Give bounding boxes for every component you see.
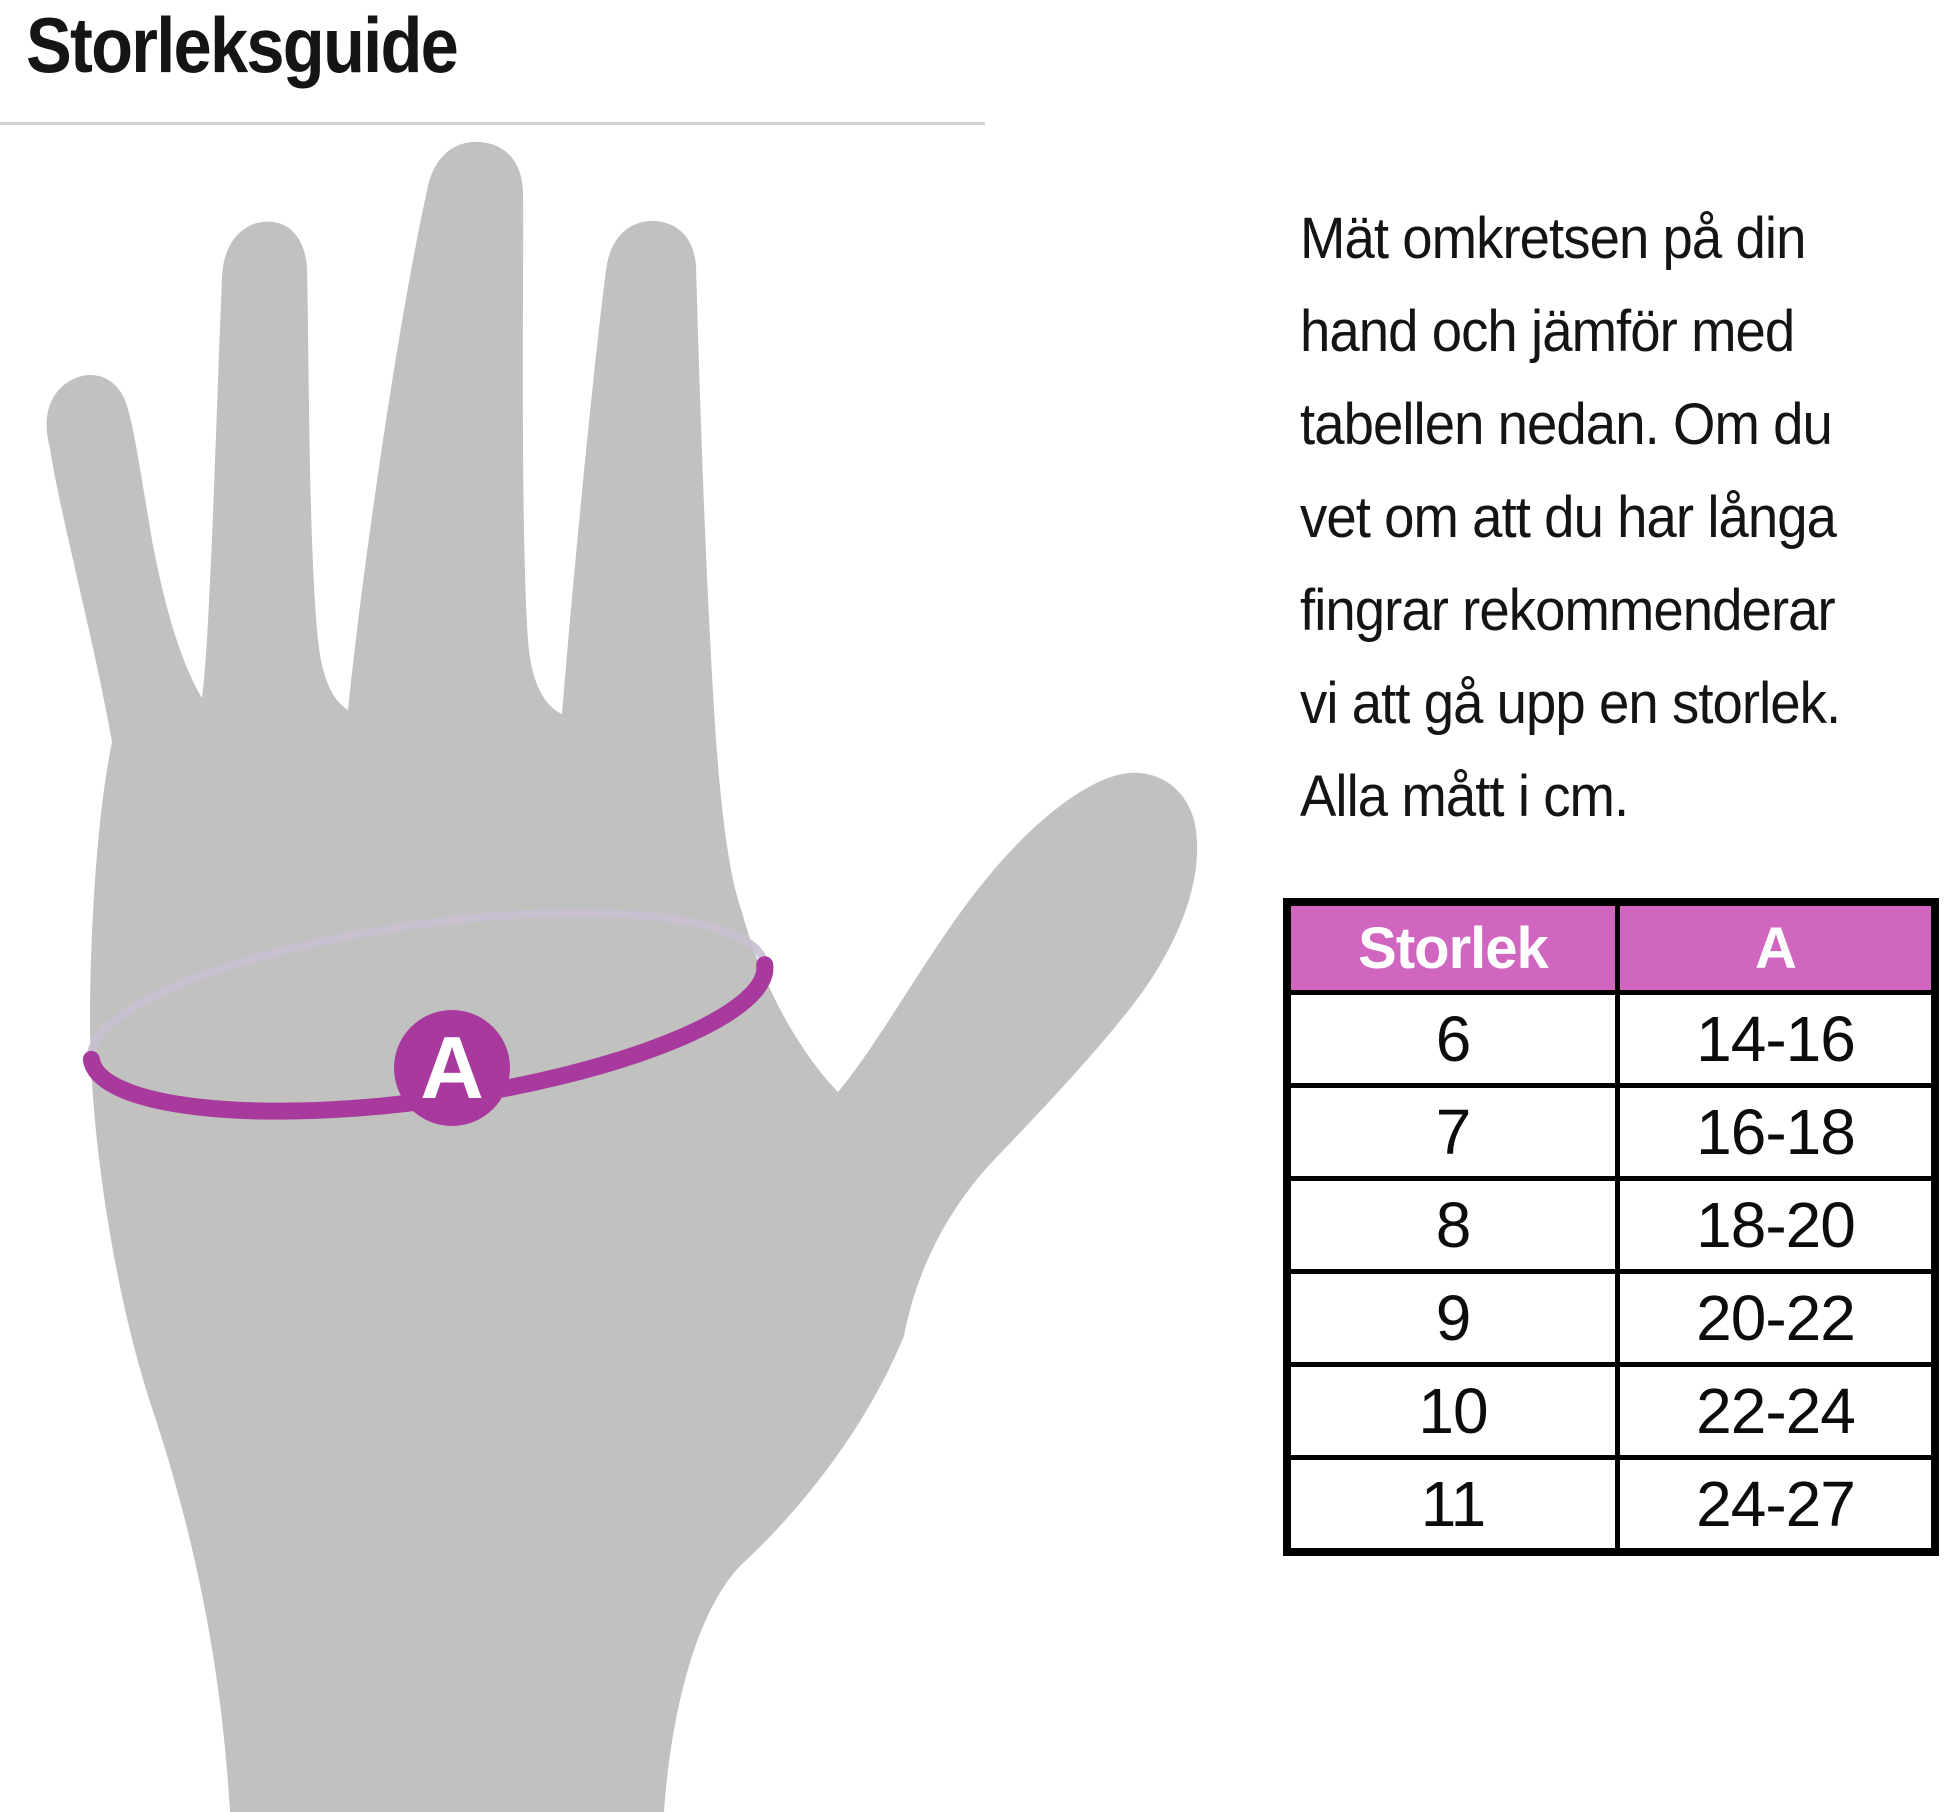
instruction-line: fingrar rekommenderar <box>1300 578 1835 643</box>
size-table-header-storlek: Storlek <box>1287 902 1618 993</box>
size-cell: 9 <box>1287 1272 1618 1365</box>
size-table <box>1283 898 1939 1556</box>
table-row <box>1287 1365 1935 1458</box>
range-cell: 24-27 <box>1618 1458 1936 1553</box>
table-row <box>1287 1086 1935 1179</box>
table-row <box>1287 993 1935 1086</box>
size-cell: 11 <box>1287 1458 1618 1553</box>
instruction-line: hand och jämför med <box>1300 299 1795 364</box>
instruction-line: vet om att du har långa <box>1300 485 1837 550</box>
page-title: Storleksguide <box>26 1 458 89</box>
table-row <box>1287 1272 1935 1365</box>
size-cell: 10 <box>1287 1365 1618 1458</box>
table-row <box>1287 1179 1935 1272</box>
size-cell: 7 <box>1287 1086 1618 1179</box>
table-row <box>1287 1458 1935 1553</box>
range-cell: 14-16 <box>1618 993 1936 1086</box>
size-table-header-row <box>1287 902 1935 993</box>
range-cell: 18-20 <box>1618 1179 1936 1272</box>
range-cell: 20-22 <box>1618 1272 1936 1365</box>
range-cell: 22-24 <box>1618 1365 1936 1458</box>
size-table-header-a: A <box>1618 902 1936 993</box>
hand-silhouette-image <box>47 142 1198 1812</box>
measurement-marker-label: A <box>420 1018 484 1117</box>
size-cell: 8 <box>1287 1179 1618 1272</box>
instruction-line: tabellen nedan. Om du <box>1300 392 1832 457</box>
instruction-line: Alla mått i cm. <box>1300 764 1629 829</box>
size-cell: 6 <box>1287 993 1618 1086</box>
instruction-line: vi att gå upp en storlek. <box>1300 671 1841 736</box>
range-cell: 16-18 <box>1618 1086 1936 1179</box>
instruction-text <box>1300 192 1939 843</box>
instruction-line: Mät omkretsen på din <box>1300 206 1806 271</box>
